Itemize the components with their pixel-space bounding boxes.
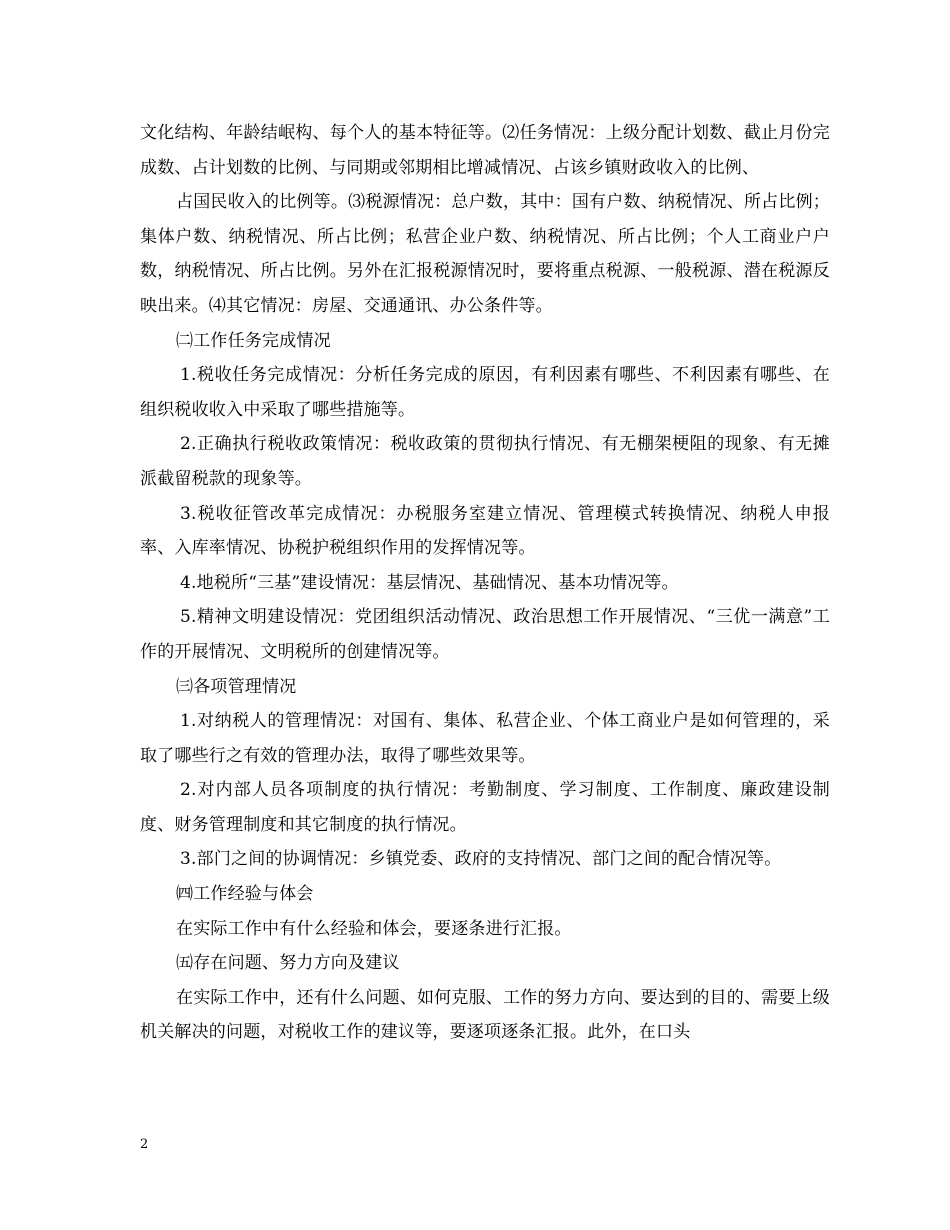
item-internal-rules: 2.对内部人员各项制度的执行情况：考勤制度、学习制度、工作制度、廉政建设制度、财务管理制度和其它制度的执行情况。 xyxy=(140,780,830,835)
item-tax-policy-execution: 2.正确执行税收政策情况：税收政策的贯彻执行情况、有无棚架梗阻的现象、有无摊派截留税款的现象等。 xyxy=(140,434,830,489)
item-three-basics: 4.地税所“三基”建设情况：基层情况、基础情况、基本功情况等。 xyxy=(180,572,679,593)
item-department-coordination: 3.部门之间的协调情况：乡镇党委、政府的支持情况、部门之间的配合情况等。 xyxy=(180,849,782,870)
item-spiritual-civilization: 5.精神文明建设情况：党团组织活动情况、政治思想工作开展情况、“三优一满意”工作的开展情况、文明税所的创建情况等。 xyxy=(140,607,830,662)
heading-task-completion: ㈡工作任务完成情况 xyxy=(176,330,331,351)
paragraph-tax-sources: 占国民收入的比例等。⑶税源情况：总户数，其中：国有户数、纳税情况、所占比例；集体户数、纳税情况、所占比例；私营企业户数、纳税情况、所占比例；个人工商业户户数，纳税情况、所占比例。另外在汇报税源情况时，要将重点税源、一般税源、潜在税源反映出来。⑷其它情况：房屋、交通通讯、办公条件等。 xyxy=(140,192,830,316)
heading-experience: ㈣工作经验与体会 xyxy=(176,884,314,905)
heading-management: ㈢各项管理情况 xyxy=(176,676,297,697)
paragraph-structure-and-tasks: 文化结构、年龄结岷构、每个人的基本特征等。⑵任务情况：上级分配计划数、截止月份完成数、占计划数的比例、与同期或邻期相比增减情况、占该乡镇财政收入的比例、 xyxy=(140,123,830,178)
body-text xyxy=(140,116,830,1050)
heading-problems: ㈤存在问题、努力方向及建议 xyxy=(176,953,400,974)
item-collection-reform: 3.税收征管改革完成情况：办税服务室建立情况、管理模式转换情况、纳税人申报率、入库率情况、协税护税组织作用的发挥情况等。 xyxy=(140,503,830,559)
paragraph-problems: 在实际工作中，还有什么问题、如何克服、工作的努力方向、要达到的目的、需要上级机关解决的问题，对税收工作的建议等，要逐项逐条汇报。此外，在口头 xyxy=(140,987,830,1043)
item-tax-task-completion: 1.税收任务完成情况：分析任务完成的原因，有利因素有哪些、不利因素有哪些、在组织税收收入中采取了哪些措施等。 xyxy=(140,365,830,420)
item-taxpayer-management: 1.对纳税人的管理情况：对国有、集体、私营企业、个体工商业户是如何管理的，采取了哪些行之有效的管理办法，取得了哪些效果等。 xyxy=(140,711,830,766)
page-number: 2 xyxy=(140,1137,149,1152)
paragraph-experience: 在实际工作中有什么经验和体会，要逐条进行汇报。 xyxy=(176,918,572,939)
